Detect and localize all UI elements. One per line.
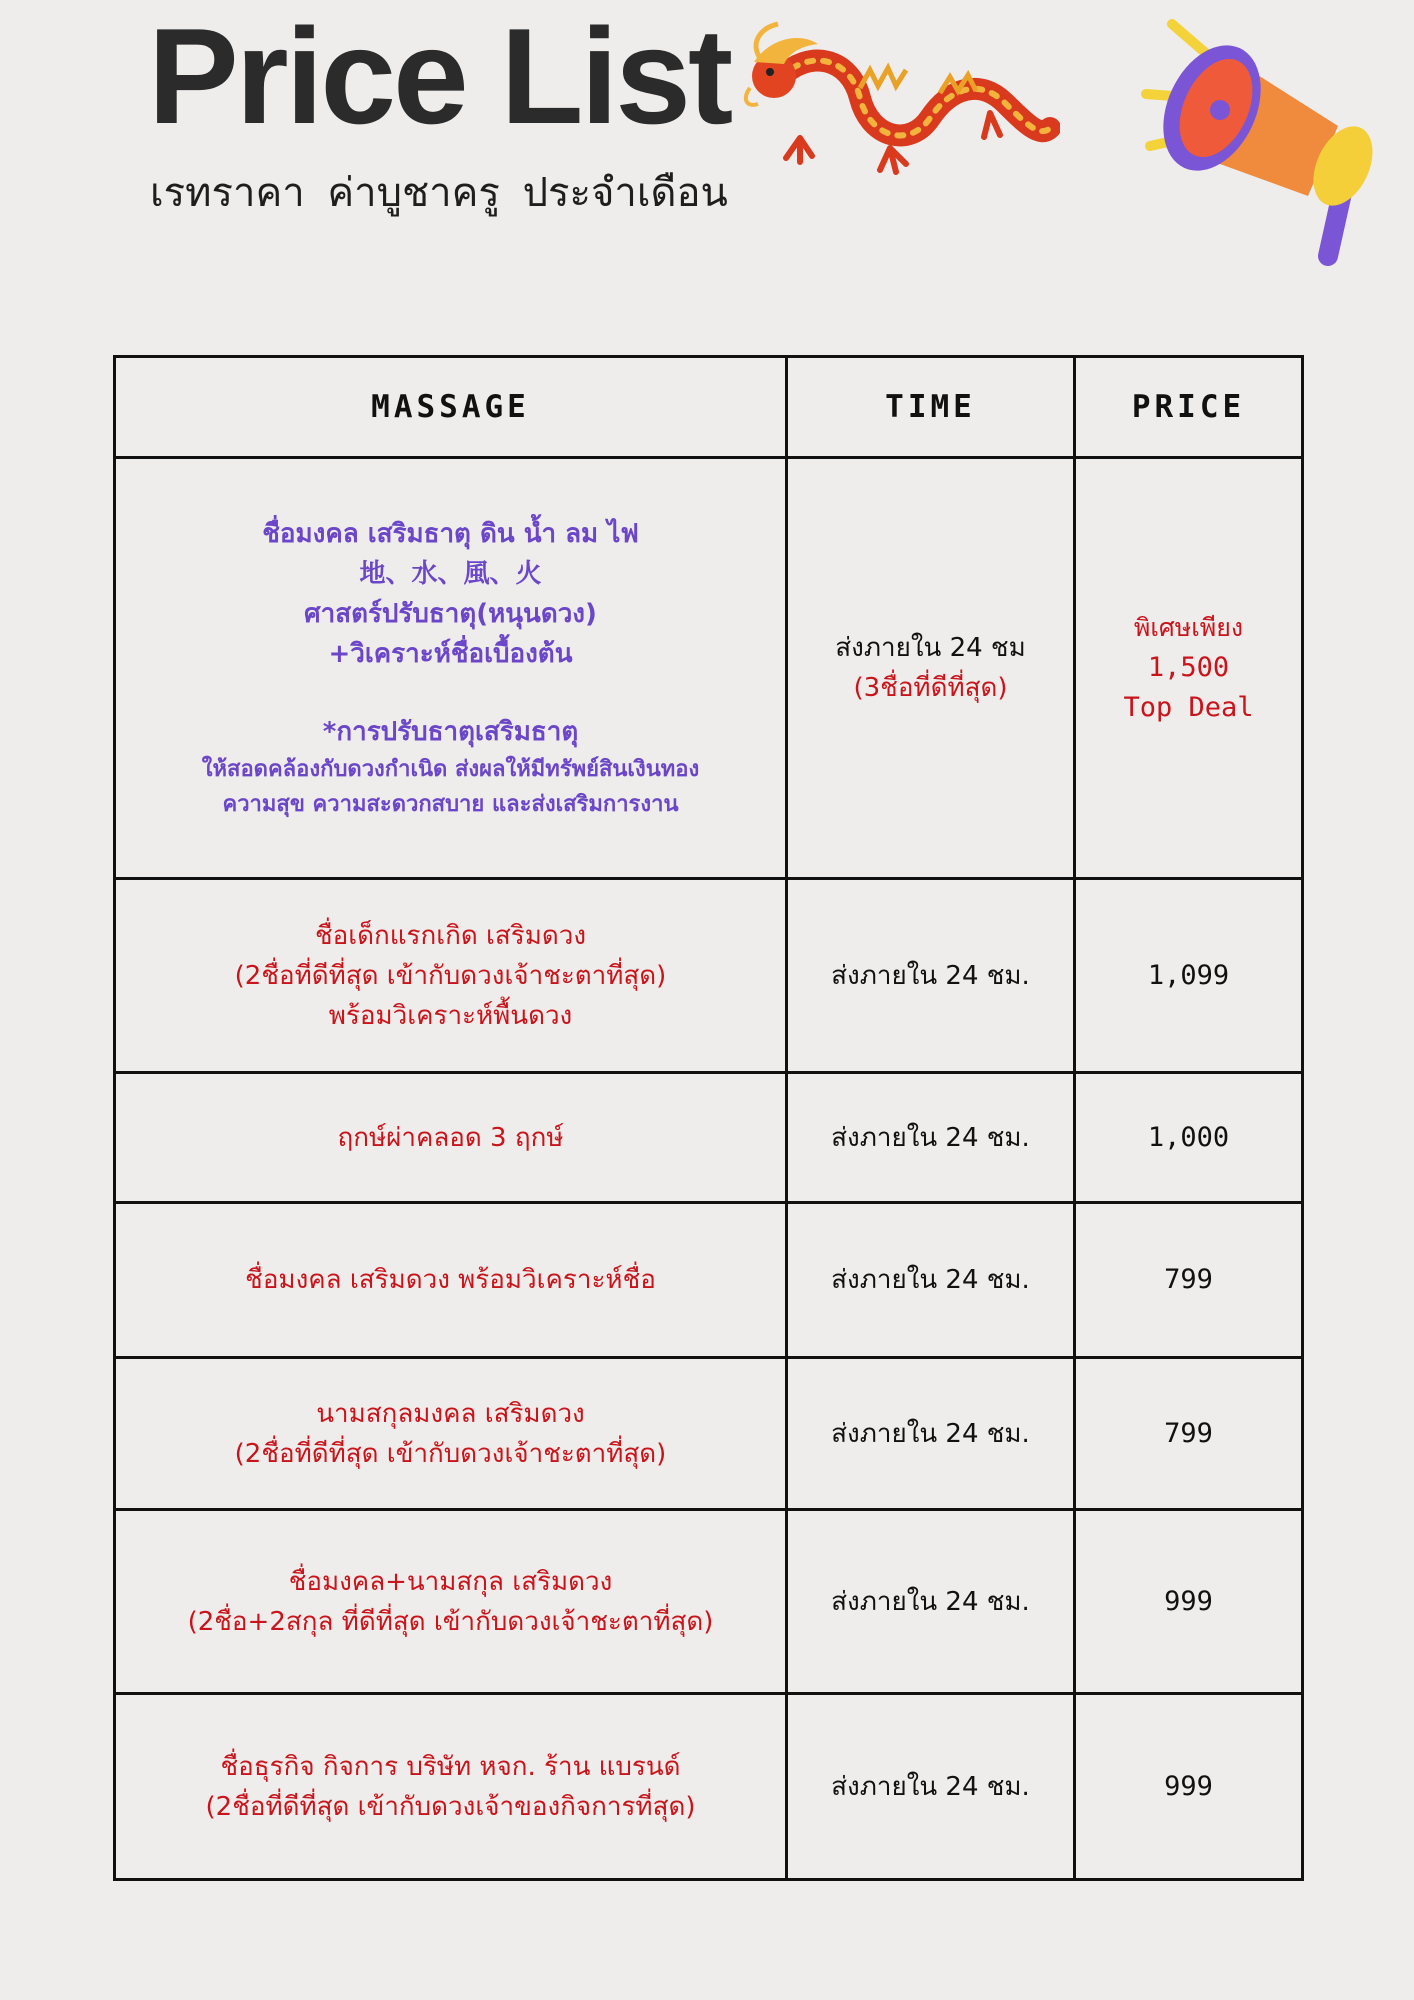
service-line: +วิเคราะห์ชื่อเบื้องต้น: [328, 639, 573, 669]
price-line: 1,500: [1147, 652, 1230, 683]
service-note-title: *การปรับธาตุเสริมธาตุ: [322, 717, 579, 747]
time-value: ส่งภายใน 24 ชม: [835, 633, 1026, 663]
price-cell: 999: [1075, 1694, 1303, 1880]
price-cell: 799: [1075, 1203, 1303, 1358]
service-line: พร้อมวิเคราะห์พื้นดวง: [328, 1000, 573, 1031]
table-row: [115, 1073, 1303, 1203]
price-cell: 1,099: [1075, 879, 1303, 1073]
time-cell: ส่งภายใน 24 ชม.: [787, 1203, 1075, 1358]
time-note: (3ชื่อที่ดีที่สุด): [853, 673, 1008, 703]
page-title: Price List: [148, 0, 731, 152]
price-cell: 799: [1075, 1358, 1303, 1510]
time-cell: ส่งภายใน 24 ชม.: [787, 879, 1075, 1073]
service-line: (2ชื่อที่ดีที่สุด เข้ากับดวงเจ้าชะตาที่สุด): [234, 960, 667, 991]
megaphone-icon: [1138, 16, 1394, 266]
service-note-line: ความสุข ความสะดวกสบาย และส่งเสริมการงาน: [222, 792, 679, 817]
service-note-line: ให้สอดคล้องกับดวงกำเนิด ส่งผลให้มีทรัพย์สินเงินทอง: [201, 757, 700, 782]
service-line: (2ชื่อที่ดีที่สุด เข้ากับดวงเจ้าของกิจการที่สุด): [205, 1791, 696, 1822]
service-line: ชื่อมงคล+นามสกุล เสริมดวง: [288, 1566, 613, 1597]
price-line: Top Deal: [1123, 692, 1254, 723]
service-cell: [115, 1358, 787, 1510]
column-header-price: PRICE: [1075, 357, 1303, 458]
price-table: [113, 355, 1304, 1881]
service-line: (2ชื่อที่ดีที่สุด เข้ากับดวงเจ้าชะตาที่สุด): [234, 1438, 667, 1469]
table-row: [115, 458, 1303, 879]
price-line: พิเศษเพียง: [1133, 613, 1244, 642]
table-row: [115, 1203, 1303, 1358]
time-cell: ส่งภายใน 24 ชม.: [787, 1694, 1075, 1880]
price-cell: 1,000: [1075, 1073, 1303, 1203]
service-line: (2ชื่อ+2สกุล ที่ดีที่สุด เข้ากับดวงเจ้าชะตาที่สุด): [187, 1606, 714, 1637]
dragon-icon: [740, 18, 1060, 198]
time-cell: [787, 458, 1075, 879]
service-line: ชื่อมงคล เสริมธาตุ ดิน น้ำ ลม ไฟ: [262, 519, 639, 549]
service-line: ชื่อมงคล เสริมดวง พร้อมวิเคราะห์ชื่อ: [245, 1265, 656, 1295]
time-cell: ส่งภายใน 24 ชม.: [787, 1073, 1075, 1203]
service-cell: [115, 1203, 787, 1358]
service-line: ชื่อเด็กแรกเกิด เสริมดวง: [314, 920, 587, 951]
column-header-time: TIME: [787, 357, 1075, 458]
table-header-row: [115, 357, 1303, 458]
time-cell: ส่งภายใน 24 ชม.: [787, 1358, 1075, 1510]
service-line: 地、水、風、火: [359, 559, 542, 589]
service-cell: [115, 879, 787, 1073]
table-row: [115, 1510, 1303, 1694]
time-cell: ส่งภายใน 24 ชม.: [787, 1510, 1075, 1694]
service-cell: [115, 1510, 787, 1694]
service-cell: [115, 458, 787, 879]
table-row: [115, 1358, 1303, 1510]
service-cell: [115, 1073, 787, 1203]
table-row: [115, 879, 1303, 1073]
page-subtitle: เรทราคา ค่าบูชาครู ประจำเดือน: [150, 170, 728, 216]
column-header-massage: MASSAGE: [115, 357, 787, 458]
service-line: ศาสตร์ปรับธาตุ(หนุนดวง): [304, 599, 597, 629]
service-line: นามสกุลมงคล เสริมดวง: [316, 1398, 585, 1429]
service-cell: [115, 1694, 787, 1880]
service-line: ฤกษ์ผ่าคลอด 3 ฤกษ์: [337, 1122, 564, 1153]
price-cell: 999: [1075, 1510, 1303, 1694]
price-cell: [1075, 458, 1303, 879]
table-row: [115, 1694, 1303, 1880]
service-line: ชื่อธุรกิจ กิจการ บริษัท หจก. ร้าน แบรนด์: [220, 1751, 681, 1782]
